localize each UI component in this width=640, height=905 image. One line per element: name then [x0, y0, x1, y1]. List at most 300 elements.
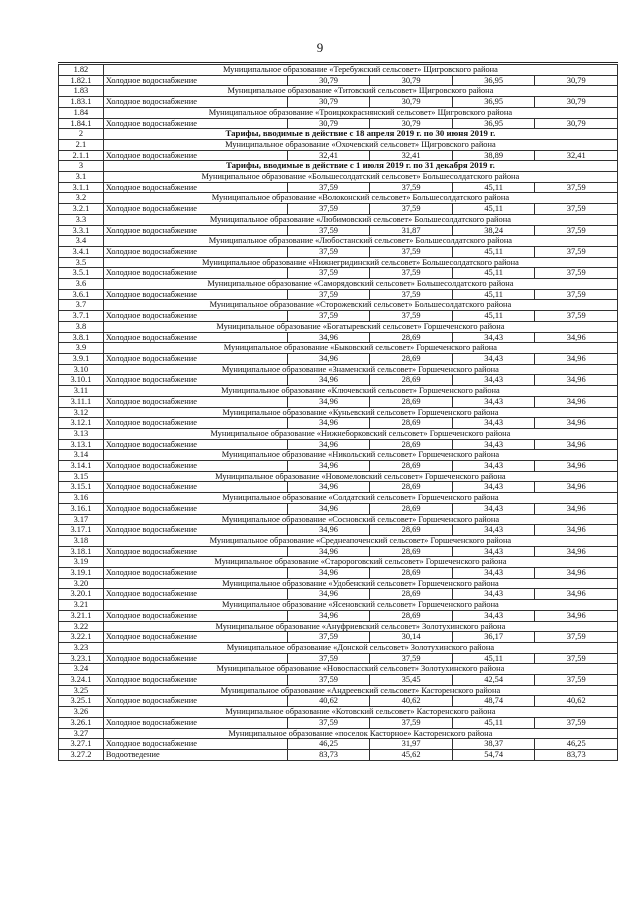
tariff-value: 28,69 [370, 353, 453, 364]
tariff-value: 28,69 [370, 525, 453, 536]
tariff-value: 30,79 [535, 118, 618, 129]
row-code: 3.12 [59, 407, 104, 418]
tariff-value: 34,43 [452, 482, 535, 493]
municipality-row [59, 65, 618, 76]
row-code: 3.13.1 [59, 439, 104, 450]
tariff-value: 34,96 [287, 568, 370, 579]
tariff-value: 34,96 [535, 589, 618, 600]
municipality-row [59, 236, 618, 247]
row-code: 3.6 [59, 279, 104, 290]
tariff-value: 32,41 [535, 150, 618, 161]
service-name: Холодное водоснабжение [103, 653, 287, 664]
tariff-table-body [59, 65, 618, 761]
row-code: 1.84.1 [59, 118, 104, 129]
tariff-value: 34,96 [287, 396, 370, 407]
tariff-value: 34,43 [452, 396, 535, 407]
service-name: Холодное водоснабжение [103, 418, 287, 429]
service-name: Холодное водоснабжение [103, 675, 287, 686]
service-name: Холодное водоснабжение [103, 182, 287, 193]
tariff-row [59, 418, 618, 429]
row-code: 3.13 [59, 428, 104, 439]
tariff-value: 30,79 [287, 118, 370, 129]
row-code: 2.1 [59, 139, 104, 150]
tariff-value: 37,59 [287, 632, 370, 643]
row-code: 3.20 [59, 578, 104, 589]
municipality-row [59, 493, 618, 504]
tariff-value: 40,62 [370, 696, 453, 707]
municipality-title: Муниципальное образование «Среднеапоченский сельсовет» Горшеченского района [103, 535, 617, 546]
row-code: 1.84 [59, 107, 104, 118]
service-name: Холодное водоснабжение [103, 696, 287, 707]
municipality-row [59, 450, 618, 461]
tariff-value: 45,11 [452, 268, 535, 279]
row-code: 3.19 [59, 557, 104, 568]
service-name: Холодное водоснабжение [103, 610, 287, 621]
row-code: 3.18 [59, 535, 104, 546]
municipality-row [59, 407, 618, 418]
header-rule [58, 62, 618, 63]
row-code: 3.2.1 [59, 204, 104, 215]
tariff-row [59, 204, 618, 215]
service-name: Холодное водоснабжение [103, 525, 287, 536]
tariff-value: 37,59 [370, 717, 453, 728]
municipality-title: Муниципальное образование «Новомеловский сельсовет» Горшеченского района [103, 471, 617, 482]
tariff-value: 83,73 [535, 750, 618, 761]
tariff-value: 31,87 [370, 225, 453, 236]
tariff-value: 30,79 [370, 75, 453, 86]
municipality-row [59, 107, 618, 118]
municipality-row [59, 279, 618, 290]
municipality-row [59, 139, 618, 150]
row-code: 2 [59, 129, 104, 140]
tariff-value: 34,96 [287, 546, 370, 557]
row-code: 3.26 [59, 707, 104, 718]
row-code: 3.4 [59, 236, 104, 247]
municipality-title: Муниципальное образование «Саморядовский сельсовет» Большесолдатского района [103, 279, 617, 290]
service-name: Холодное водоснабжение [103, 97, 287, 108]
tariff-value: 38,89 [452, 150, 535, 161]
row-code: 1.82.1 [59, 75, 104, 86]
tariff-value: 34,43 [452, 568, 535, 579]
row-code: 3.15.1 [59, 482, 104, 493]
tariff-value: 34,96 [535, 418, 618, 429]
municipality-row [59, 557, 618, 568]
row-code: 3.19.1 [59, 568, 104, 579]
municipality-title: Муниципальное образование «Удобенский сельсовет» Горшеченского района [103, 578, 617, 589]
municipality-row [59, 685, 618, 696]
municipality-row [59, 621, 618, 632]
municipality-row [59, 514, 618, 525]
tariff-value: 37,59 [370, 246, 453, 257]
municipality-row [59, 535, 618, 546]
period-heading: Тарифы, вводимые в действие с 1 июля 2019 г. по 31 декабря 2019 г. [103, 161, 617, 172]
tariff-value: 37,59 [535, 632, 618, 643]
tariff-row [59, 696, 618, 707]
municipality-title: Муниципальное образование «Волоконский сельсовет» Большесолдатского района [103, 193, 617, 204]
tariff-value: 34,96 [535, 332, 618, 343]
tariff-value: 34,43 [452, 375, 535, 386]
municipality-row [59, 386, 618, 397]
municipality-title: Муниципальное образование «Быковский сельсовет» Горшеченского района [103, 343, 617, 354]
tariff-table [58, 64, 618, 761]
row-code: 3.21.1 [59, 610, 104, 621]
tariff-row [59, 150, 618, 161]
tariff-row [59, 589, 618, 600]
tariff-value: 45,11 [452, 204, 535, 215]
tariff-value: 34,43 [452, 461, 535, 472]
row-code: 3.14 [59, 450, 104, 461]
tariff-value: 32,41 [287, 150, 370, 161]
tariff-value: 37,59 [287, 675, 370, 686]
row-code: 3.5.1 [59, 268, 104, 279]
tariff-value: 37,59 [535, 311, 618, 322]
tariff-row [59, 375, 618, 386]
tariff-value: 36,95 [452, 118, 535, 129]
tariff-value: 34,96 [535, 610, 618, 621]
tariff-value: 38,24 [452, 225, 535, 236]
tariff-row [59, 182, 618, 193]
row-code: 3.8 [59, 321, 104, 332]
tariff-value: 34,43 [452, 525, 535, 536]
tariff-value: 34,96 [535, 375, 618, 386]
tariff-value: 34,43 [452, 332, 535, 343]
tariff-value: 83,73 [287, 750, 370, 761]
row-code: 3.25.1 [59, 696, 104, 707]
municipality-row [59, 214, 618, 225]
municipality-title: Муниципальное образование «Любостанский сельсовет» Большесолдатского района [103, 236, 617, 247]
period-heading: Тарифы, вводимые в действие с 18 апреля 2019 г. по 30 июня 2019 г. [103, 129, 617, 140]
row-code: 3.11 [59, 386, 104, 397]
service-name: Холодное водоснабжение [103, 375, 287, 386]
service-name: Холодное водоснабжение [103, 503, 287, 514]
municipality-title: Муниципальное образование «Ключевский сельсовет» Горшеченского района [103, 386, 617, 397]
row-code: 3.12.1 [59, 418, 104, 429]
municipality-row [59, 343, 618, 354]
tariff-value: 37,59 [370, 653, 453, 664]
tariff-value: 28,69 [370, 461, 453, 472]
service-name: Холодное водоснабжение [103, 118, 287, 129]
row-code: 3.15 [59, 471, 104, 482]
municipality-title: Муниципальное образование «Солдатский сельсовет» Горшеченского района [103, 493, 617, 504]
municipality-row [59, 364, 618, 375]
service-name: Холодное водоснабжение [103, 204, 287, 215]
tariff-value: 46,25 [535, 739, 618, 750]
row-code: 3.16.1 [59, 503, 104, 514]
tariff-value: 28,69 [370, 610, 453, 621]
municipality-title: Муниципальное образование «Теребужский сельсовет» Щигровского района [103, 65, 617, 76]
tariff-value: 45,11 [452, 311, 535, 322]
service-name: Холодное водоснабжение [103, 311, 287, 322]
tariff-row [59, 439, 618, 450]
tariff-value: 34,96 [535, 482, 618, 493]
municipality-row [59, 471, 618, 482]
row-code: 3.10 [59, 364, 104, 375]
period-heading-row [59, 161, 618, 172]
municipality-title: Муниципальное образование «Старороговский сельсовет» Горшеченского района [103, 557, 617, 568]
service-name: Холодное водоснабжение [103, 632, 287, 643]
service-name: Холодное водоснабжение [103, 482, 287, 493]
tariff-row [59, 246, 618, 257]
service-name: Холодное водоснабжение [103, 439, 287, 450]
row-code: 3.25 [59, 685, 104, 696]
tariff-value: 37,59 [535, 225, 618, 236]
row-code: 3.21 [59, 600, 104, 611]
tariff-value: 45,62 [370, 750, 453, 761]
tariff-value: 34,43 [452, 439, 535, 450]
tariff-value: 37,59 [535, 675, 618, 686]
tariff-value: 37,59 [287, 268, 370, 279]
row-code: 3.17 [59, 514, 104, 525]
municipality-title: Муниципальное образование «Ясеновский сельсовет» Горшеченского района [103, 600, 617, 611]
municipality-title: Муниципальное образование «Куньевский сельсовет» Горшеченского района [103, 407, 617, 418]
page-number: 9 [316, 40, 324, 55]
tariff-row [59, 525, 618, 536]
service-name: Холодное водоснабжение [103, 225, 287, 236]
tariff-value: 34,43 [452, 418, 535, 429]
municipality-title: Муниципальное образование «Троицкокраснянский сельсовет» Щигровского района [103, 107, 617, 118]
tariff-value: 40,62 [287, 696, 370, 707]
tariff-value: 34,43 [452, 610, 535, 621]
municipality-row [59, 600, 618, 611]
tariff-value: 30,14 [370, 632, 453, 643]
row-code: 3.24.1 [59, 675, 104, 686]
tariff-value: 37,59 [535, 717, 618, 728]
municipality-row [59, 321, 618, 332]
tariff-value: 28,69 [370, 568, 453, 579]
tariff-value: 34,96 [287, 439, 370, 450]
row-code: 3.7.1 [59, 311, 104, 322]
municipality-row [59, 257, 618, 268]
tariff-value: 28,69 [370, 332, 453, 343]
service-name: Холодное водоснабжение [103, 75, 287, 86]
tariff-row [59, 653, 618, 664]
tariff-value: 37,59 [287, 225, 370, 236]
row-code: 1.82 [59, 65, 104, 76]
tariff-value: 34,96 [535, 525, 618, 536]
municipality-title: Муниципальное образование «Титовский сельсовет» Щигровского района [103, 86, 617, 97]
tariff-row [59, 396, 618, 407]
tariff-value: 28,69 [370, 396, 453, 407]
tariff-row [59, 311, 618, 322]
row-code: 3.27.1 [59, 739, 104, 750]
row-code: 3.26.1 [59, 717, 104, 728]
tariff-value: 37,59 [287, 717, 370, 728]
tariff-value: 34,96 [535, 568, 618, 579]
tariff-value: 28,69 [370, 439, 453, 450]
tariff-value: 37,59 [287, 182, 370, 193]
tariff-row [59, 717, 618, 728]
row-code: 3.6.1 [59, 289, 104, 300]
row-code: 3.3 [59, 214, 104, 225]
municipality-title: Муниципальное образование «Знаменский сельсовет» Горшеченского района [103, 364, 617, 375]
service-name: Холодное водоснабжение [103, 739, 287, 750]
municipality-title: Муниципальное образование «Сторожевский сельсовет» Большесолдатского района [103, 300, 617, 311]
tariff-row [59, 289, 618, 300]
tariff-row [59, 97, 618, 108]
municipality-title: Муниципальное образование «Нижнеборковский сельсовет» Горшеченского района [103, 428, 617, 439]
tariff-value: 37,59 [287, 311, 370, 322]
row-code: 1.83.1 [59, 97, 104, 108]
row-code: 3.20.1 [59, 589, 104, 600]
service-name: Холодное водоснабжение [103, 332, 287, 343]
tariff-value: 34,96 [287, 610, 370, 621]
service-name: Холодное водоснабжение [103, 396, 287, 407]
tariff-value: 37,59 [370, 204, 453, 215]
municipality-title: Муниципальное образование «Никольский сельсовет» Горшеченского района [103, 450, 617, 461]
tariff-value: 37,59 [287, 246, 370, 257]
tariff-row [59, 332, 618, 343]
tariff-value: 45,11 [452, 717, 535, 728]
tariff-value: 48,74 [452, 696, 535, 707]
municipality-row [59, 728, 618, 739]
tariff-value: 42,54 [452, 675, 535, 686]
row-code: 3.27.2 [59, 750, 104, 761]
row-code: 3.2 [59, 193, 104, 204]
tariff-value: 54,74 [452, 750, 535, 761]
service-name: Холодное водоснабжение [103, 353, 287, 364]
tariff-value: 46,25 [287, 739, 370, 750]
municipality-row [59, 428, 618, 439]
row-code: 3.24 [59, 664, 104, 675]
municipality-row [59, 172, 618, 183]
row-code: 1.83 [59, 86, 104, 97]
tariff-value: 37,59 [535, 204, 618, 215]
tariff-value: 45,11 [452, 182, 535, 193]
municipality-row [59, 707, 618, 718]
tariff-value: 34,96 [287, 332, 370, 343]
tariff-table-container [58, 64, 618, 761]
tariff-value: 34,96 [535, 461, 618, 472]
service-name: Холодное водоснабжение [103, 246, 287, 257]
tariff-value: 28,69 [370, 589, 453, 600]
tariff-value: 45,11 [452, 653, 535, 664]
municipality-row [59, 578, 618, 589]
tariff-value: 40,62 [535, 696, 618, 707]
tariff-row [59, 632, 618, 643]
tariff-value: 30,79 [370, 118, 453, 129]
municipality-title: Муниципальное образование «Любимовский сельсовет» Большесолдатского района [103, 214, 617, 225]
tariff-row [59, 675, 618, 686]
row-code: 3.22.1 [59, 632, 104, 643]
row-code: 3.7 [59, 300, 104, 311]
tariff-value: 30,79 [287, 97, 370, 108]
municipality-title: Муниципальное образование «поселок Касторное» Касторенского района [103, 728, 617, 739]
tariff-value: 34,96 [287, 482, 370, 493]
tariff-value: 34,43 [452, 503, 535, 514]
tariff-value: 34,96 [535, 546, 618, 557]
tariff-value: 38,37 [452, 739, 535, 750]
tariff-value: 37,59 [287, 653, 370, 664]
row-code: 3.16 [59, 493, 104, 504]
service-name: Холодное водоснабжение [103, 150, 287, 161]
tariff-row [59, 268, 618, 279]
municipality-title: Муниципальное образование «Донской сельсовет» Золотухинского района [103, 642, 617, 653]
tariff-value: 28,69 [370, 375, 453, 386]
tariff-value: 34,96 [287, 353, 370, 364]
tariff-value: 34,96 [535, 439, 618, 450]
municipality-title: Муниципальное образование «Сосновский сельсовет» Горшеченского района [103, 514, 617, 525]
row-code: 3.3.1 [59, 225, 104, 236]
row-code: 3.14.1 [59, 461, 104, 472]
municipality-row [59, 642, 618, 653]
tariff-value: 45,11 [452, 289, 535, 300]
service-name: Холодное водоснабжение [103, 568, 287, 579]
tariff-row [59, 610, 618, 621]
tariff-value: 37,59 [535, 182, 618, 193]
row-code: 3.10.1 [59, 375, 104, 386]
row-code: 3.1 [59, 172, 104, 183]
tariff-value: 28,69 [370, 546, 453, 557]
row-code: 3.18.1 [59, 546, 104, 557]
tariff-value: 28,69 [370, 482, 453, 493]
tariff-row [59, 750, 618, 761]
tariff-value: 30,79 [535, 97, 618, 108]
row-code: 3.9.1 [59, 353, 104, 364]
tariff-value: 34,96 [535, 353, 618, 364]
tariff-value: 34,43 [452, 589, 535, 600]
row-code: 3.23 [59, 642, 104, 653]
tariff-value: 37,59 [535, 268, 618, 279]
tariff-value: 32,41 [370, 150, 453, 161]
tariff-row [59, 482, 618, 493]
row-code: 3.27 [59, 728, 104, 739]
municipality-title: Муниципальное образование «Охочевский сельсовет» Щигровского района [103, 139, 617, 150]
municipality-title: Муниципальное образование «Нижнегридинский сельсовет» Большесолдатского района [103, 257, 617, 268]
row-code: 3.5 [59, 257, 104, 268]
tariff-value: 37,59 [370, 289, 453, 300]
tariff-value: 37,59 [287, 204, 370, 215]
tariff-row [59, 546, 618, 557]
tariff-row [59, 75, 618, 86]
tariff-value: 37,59 [535, 289, 618, 300]
municipality-row [59, 86, 618, 97]
municipality-title: Муниципальное образование «Новоспасский сельсовет» Золотухинского района [103, 664, 617, 675]
tariff-value: 28,69 [370, 503, 453, 514]
tariff-value: 36,95 [452, 97, 535, 108]
row-code: 3.23.1 [59, 653, 104, 664]
municipality-title: Муниципальное образование «Богатыревский сельсовет» Горшеченского района [103, 321, 617, 332]
tariff-value: 36,17 [452, 632, 535, 643]
tariff-value: 34,43 [452, 546, 535, 557]
tariff-value: 37,59 [535, 246, 618, 257]
tariff-row [59, 739, 618, 750]
tariff-value: 31,97 [370, 739, 453, 750]
tariff-value: 37,59 [287, 289, 370, 300]
municipality-row [59, 300, 618, 311]
municipality-title: Муниципальное образование «Котовский сельсовет» Касторенского района [103, 707, 617, 718]
municipality-title: Муниципальное образование «Андреевский сельсовет» Касторенского района [103, 685, 617, 696]
tariff-row [59, 118, 618, 129]
tariff-value: 37,59 [370, 182, 453, 193]
municipality-row [59, 193, 618, 204]
tariff-row [59, 503, 618, 514]
tariff-value: 30,79 [287, 75, 370, 86]
row-code: 3.1.1 [59, 182, 104, 193]
tariff-value: 34,96 [287, 418, 370, 429]
tariff-value: 45,11 [452, 246, 535, 257]
tariff-value: 30,79 [370, 97, 453, 108]
tariff-value: 34,96 [287, 503, 370, 514]
tariff-value: 34,96 [287, 589, 370, 600]
period-heading-row [59, 129, 618, 140]
municipality-title: Муниципальное образование «Большесолдатский сельсовет» Большесолдатского района [103, 172, 617, 183]
row-code: 3 [59, 161, 104, 172]
service-name: Холодное водоснабжение [103, 289, 287, 300]
tariff-value: 37,59 [370, 268, 453, 279]
tariff-value: 34,96 [287, 461, 370, 472]
tariff-value: 34,96 [535, 503, 618, 514]
tariff-value: 34,96 [535, 396, 618, 407]
